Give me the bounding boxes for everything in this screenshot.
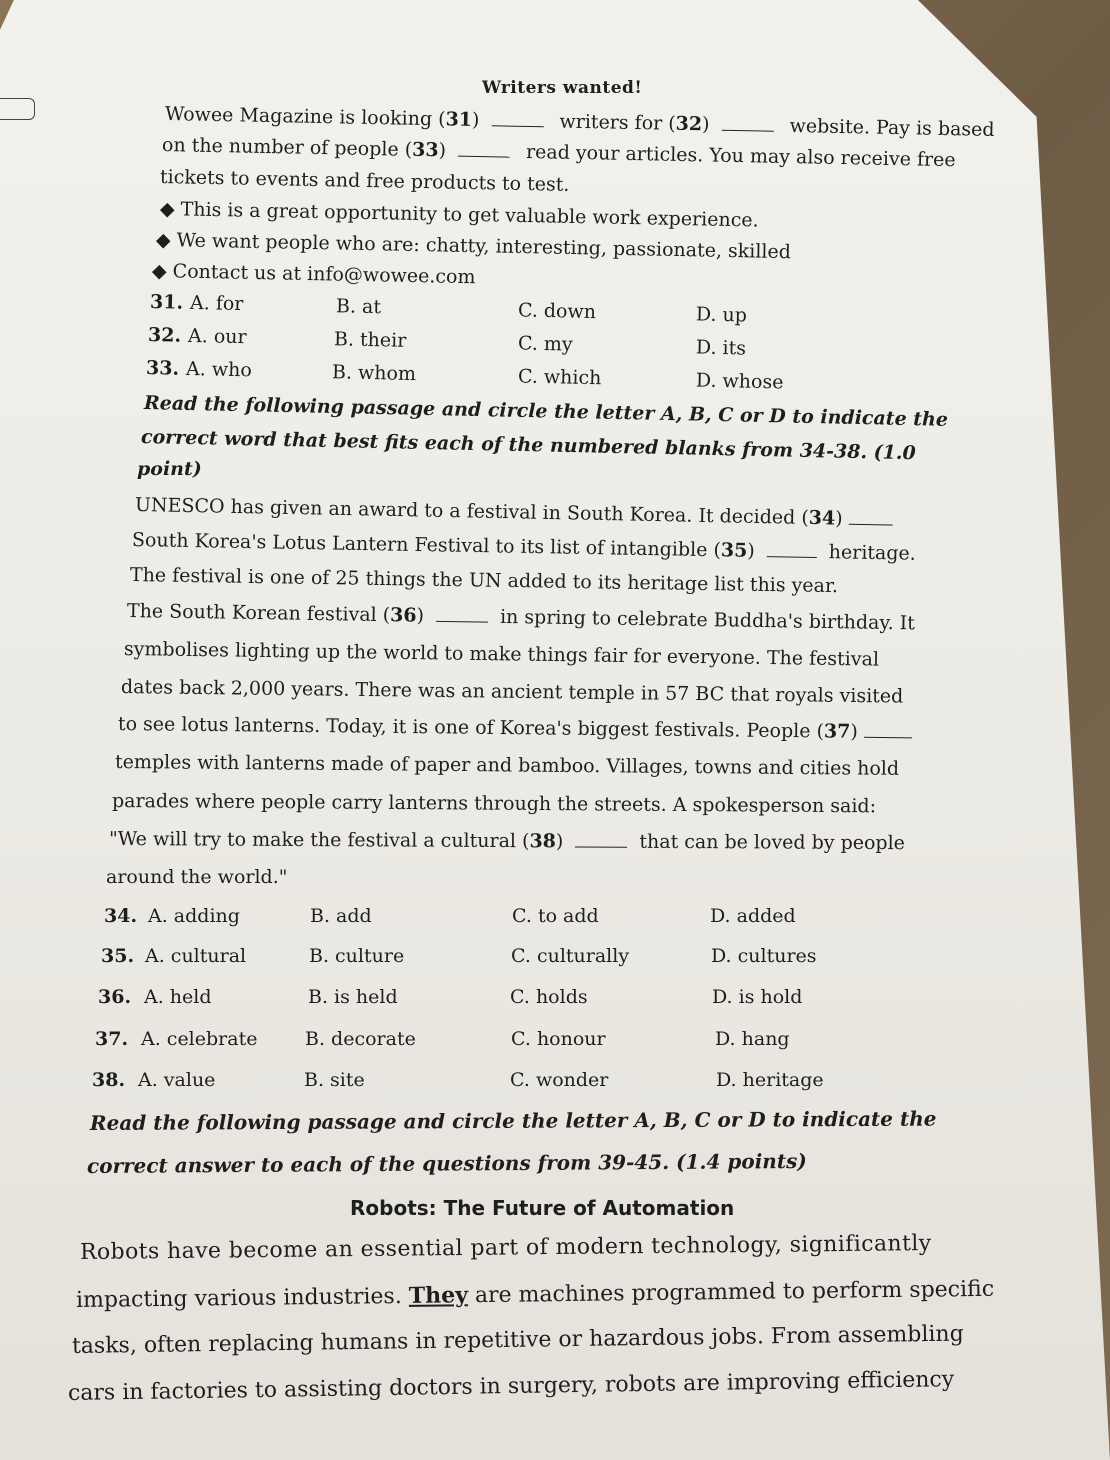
instruction-line: correct word that best fits each of the numbered blanks from 34-38. (1.0 [140,426,916,465]
passage-line: to see lotus lanterns. Today, it is one of Korea's biggest festivals. People (37) [118,713,912,743]
question-row: 37. A. celebrate B. decorate C. honour D. hang [95,1028,790,1050]
passage-line: parades where people carry lanterns through the streets. A spokesperson said: [111,790,877,818]
passage-heading: Robots: The Future of Automation [350,1196,735,1220]
bullet-item: ◆ Contact us at info@wowee.com [151,260,476,289]
passage-line: The South Korean festival (36) in spring to celebrate Buddha's birthday. It [126,600,916,635]
instruction-line: Read the following passage and circle the letter A, B, C or D to indicate the [143,392,949,431]
passage-line: cars in factories to assisting doctors in surgery, robots are improving efficiency [67,1367,955,1406]
question-row: 31. A. for B. at C. down D. up [149,291,748,327]
bullet-item: ◆ This is a great opportunity to get valuable work experience. [159,198,759,232]
passage-line: tasks, often replacing humans in repetitive or hazardous jobs. From assembling [71,1321,964,1359]
section-title: Writers wanted! [482,78,643,98]
question-row: 35. A. cultural B. culture C. culturally D. cultures [101,945,817,967]
question-row: 33. A. who B. whom C. which D. whose [145,357,784,394]
question-row: 34. A. adding B. add C. to add D. added [104,905,796,927]
question-row: 38. A. value B. site C. wonder D. heritage [92,1069,824,1091]
question-row: 32. A. our B. their C. my D. its [147,324,747,360]
passage-line: temples with lanterns made of paper and bamboo. Villages, towns and cities hold [114,751,900,780]
text-line: tickets to events and free products to test. [159,166,570,196]
passage-line: "We will try to make the festival a cultural (38) that can be loved by people [108,828,905,855]
passage-line: South Korea's Lotus Lantern Festival to its list of intangible (35) heritage. [131,529,917,565]
passage-line: UNESCO has given an award to a festival in South Korea. It decided (34) [135,494,893,531]
passage-line: around the world." [106,866,288,888]
passage-line: The festival is one of 25 things the UN added to its heritage list this year. [129,564,839,598]
passage-line: impacting various industries. They are machines programmed to perform specific [75,1276,995,1313]
instruction-line: correct answer to each of the questions from 39-45. (1.4 points) [86,1148,807,1178]
passage-line: Robots have become an essential part of modern technology, significantly [79,1231,932,1265]
instruction-line: Read the following passage and circle the letter A, B, C or D to indicate the [89,1106,937,1135]
text-line: on the number of people (33) read your articles. You may also receive free [161,134,956,172]
passage-line: dates back 2,000 years. There was an ancient temple in 57 BC that royals visited [120,676,904,708]
instruction-line: point) [137,458,202,480]
question-row: 36. A. held B. is held C. holds D. is hold [98,986,803,1008]
bullet-item: ◆ We want people who are: chatty, interesting, passionate, skilled [155,229,792,264]
passage-line: symbolises lighting up the world to make things fair for everyone. The festival [123,638,880,671]
text-line: Wowee Magazine is looking (31) writers for (32) website. Pay is based [164,103,995,141]
